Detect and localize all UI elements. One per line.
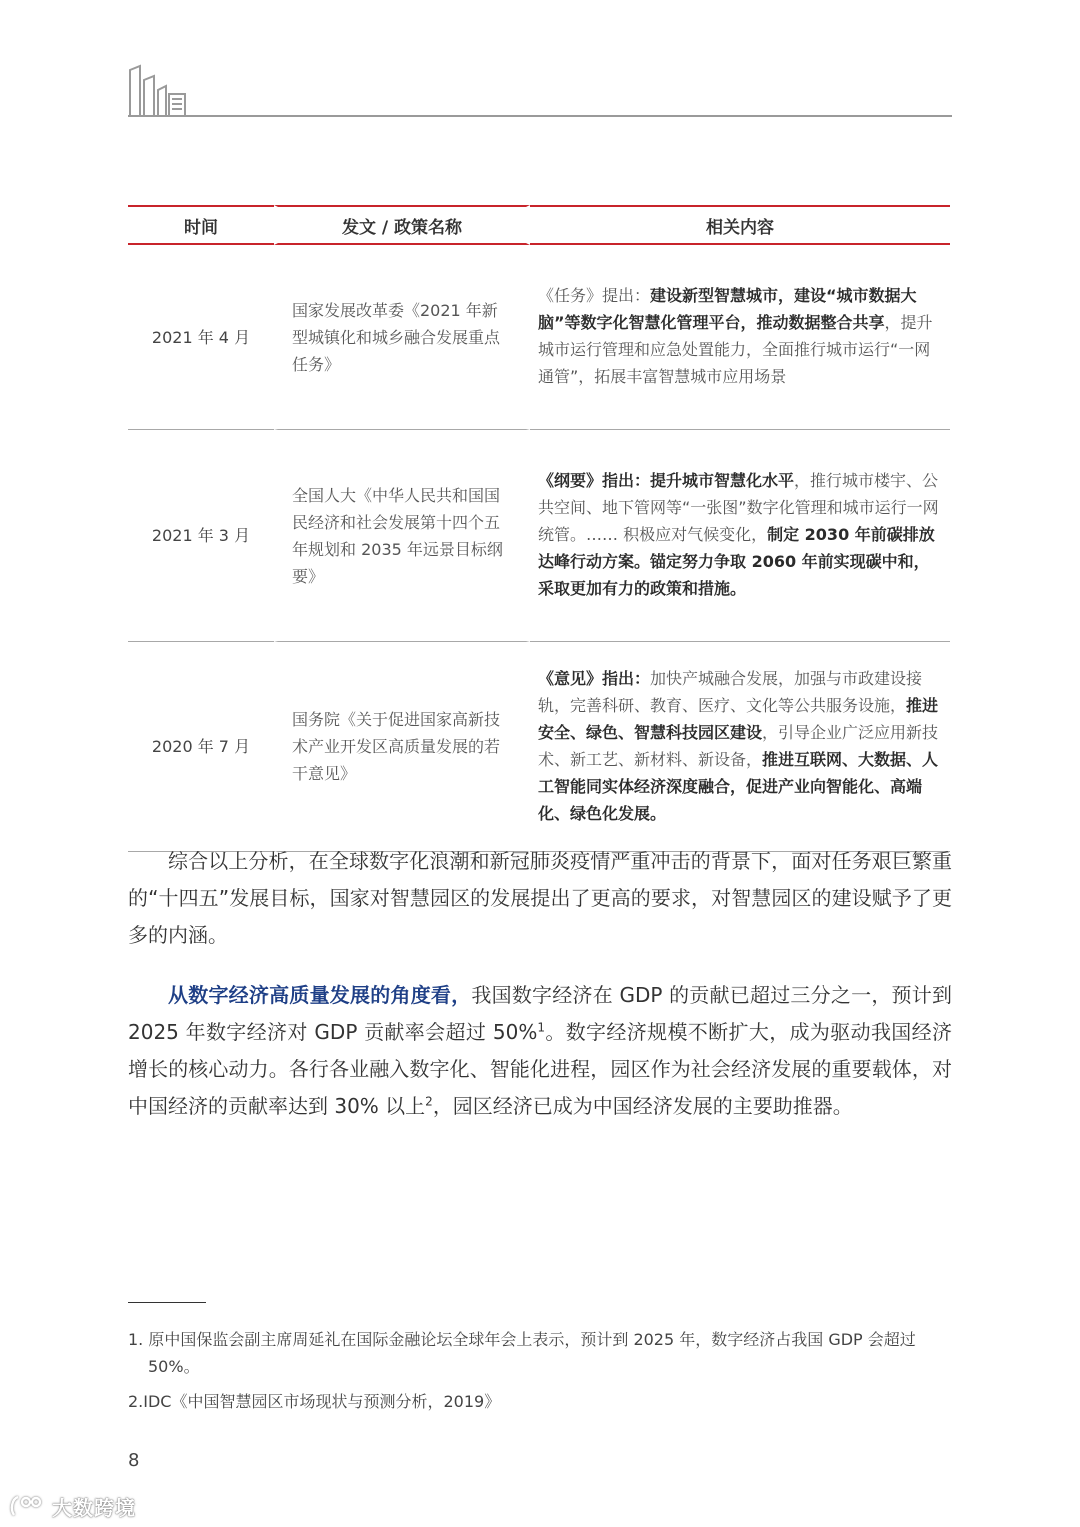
row-date: 2020 年 7 月 bbox=[128, 642, 274, 852]
column-header-policy: 发文 / 政策名称 bbox=[274, 205, 530, 245]
row-policy-name: 国家发展改革委《2021 年新型城镇化和城乡融合发展重点任务》 bbox=[274, 245, 530, 430]
row-content: 《纲要》指出：提升城市智慧化水平，推行城市楼宇、公共空间、地下管网等“一张图”数字化管理和城市运行一网统管。…… 积极应对气候变化，制定 2030 年前碳排放达峰行动方案。锚定努力争取 2060 年前实现碳中和，采取更加有力的政策和措施。 bbox=[530, 430, 950, 642]
row-content: 《意见》指出：加快产城融合发展，加强与市政建设接轨，完善科研、教育、医疗、文化等公共服务设施，推进安全、绿色、智慧科技园区建设，引导企业广泛应用新技术、新工艺、新材料、新设备，推进互联网、大数据、人工智能同实体经济深度融合，促进产业向智能化、高端化、绿色化发展。 bbox=[530, 642, 950, 852]
footnote-2: 2.IDC《中国智慧园区市场现状与预测分析，2019》 bbox=[128, 1392, 501, 1411]
footnote-divider bbox=[128, 1302, 206, 1303]
watermark-text: 大数跨境 bbox=[52, 1495, 136, 1520]
summary-paragraph: 综合以上分析，在全球数字化浪潮和新冠肺炎疫情严重冲击的背景下，面对任务艰巨繁重的“十四五”发展目标，国家对智慧园区的发展提出了更高的要求，对智慧园区的建设赋予了更多的内涵。 bbox=[128, 849, 952, 947]
policy-table bbox=[128, 205, 950, 852]
watermark bbox=[8, 1490, 136, 1522]
table-row bbox=[128, 430, 950, 642]
row-date: 2021 年 3 月 bbox=[128, 430, 274, 642]
footnote-ref-1[interactable]: 1 bbox=[537, 1020, 545, 1035]
page-number: 8 bbox=[128, 1450, 140, 1471]
footnote-ref-2[interactable]: 2 bbox=[425, 1094, 433, 1109]
row-policy-name: 全国人大《中华人民共和国国民经济和社会发展第十四个五年规划和 2035 年远景目标纲要》 bbox=[274, 430, 530, 642]
footnote-1: 1. 原中国保监会副主席周延礼在国际金融论坛全球年会上表示，预计到 2025 年，数字经济占我国 GDP 会超过 50%。 bbox=[128, 1330, 916, 1376]
table-row bbox=[128, 642, 950, 852]
building-logo-icon bbox=[128, 64, 190, 118]
row-date: 2021 年 4 月 bbox=[128, 245, 274, 430]
row-policy-name: 国务院《关于促进国家高新技术产业开发区高质量发展的若干意见》 bbox=[274, 642, 530, 852]
watermark-logo-icon bbox=[8, 1493, 48, 1519]
table-row bbox=[128, 245, 950, 430]
column-header-content: 相关内容 bbox=[530, 205, 950, 245]
digital-economy-paragraph: 从数字经济高质量发展的角度看，我国数字经济在 GDP 的贡献已超过三分之一，预计到 2025 年数字经济对 GDP 贡献率会超过 50%$^1$。数字经济规模不断扩大，成为驱动我国经济增长的核心动力。各行各业融入数字化、智能化进程，园区作为社会经济发展的重要载体，对中国经济的贡献率达到 30% 以上$^2$，园区经济已成为中国经济发展的主要助推器。 bbox=[128, 983, 953, 1118]
header-divider bbox=[128, 115, 952, 117]
table-header-row bbox=[128, 205, 950, 245]
emphasis-heading: 从数字经济高质量发展的角度看， bbox=[168, 983, 472, 1007]
column-header-time: 时间 bbox=[128, 205, 274, 245]
row-content: 《任务》提出：建设新型智慧城市，建设“城市数据大脑”等数字化智慧化管理平台，推动数据整合共享，提升城市运行管理和应急处置能力，全面推行城市运行“一网通管”，拓展丰富智慧城市应用场景 bbox=[530, 245, 950, 430]
